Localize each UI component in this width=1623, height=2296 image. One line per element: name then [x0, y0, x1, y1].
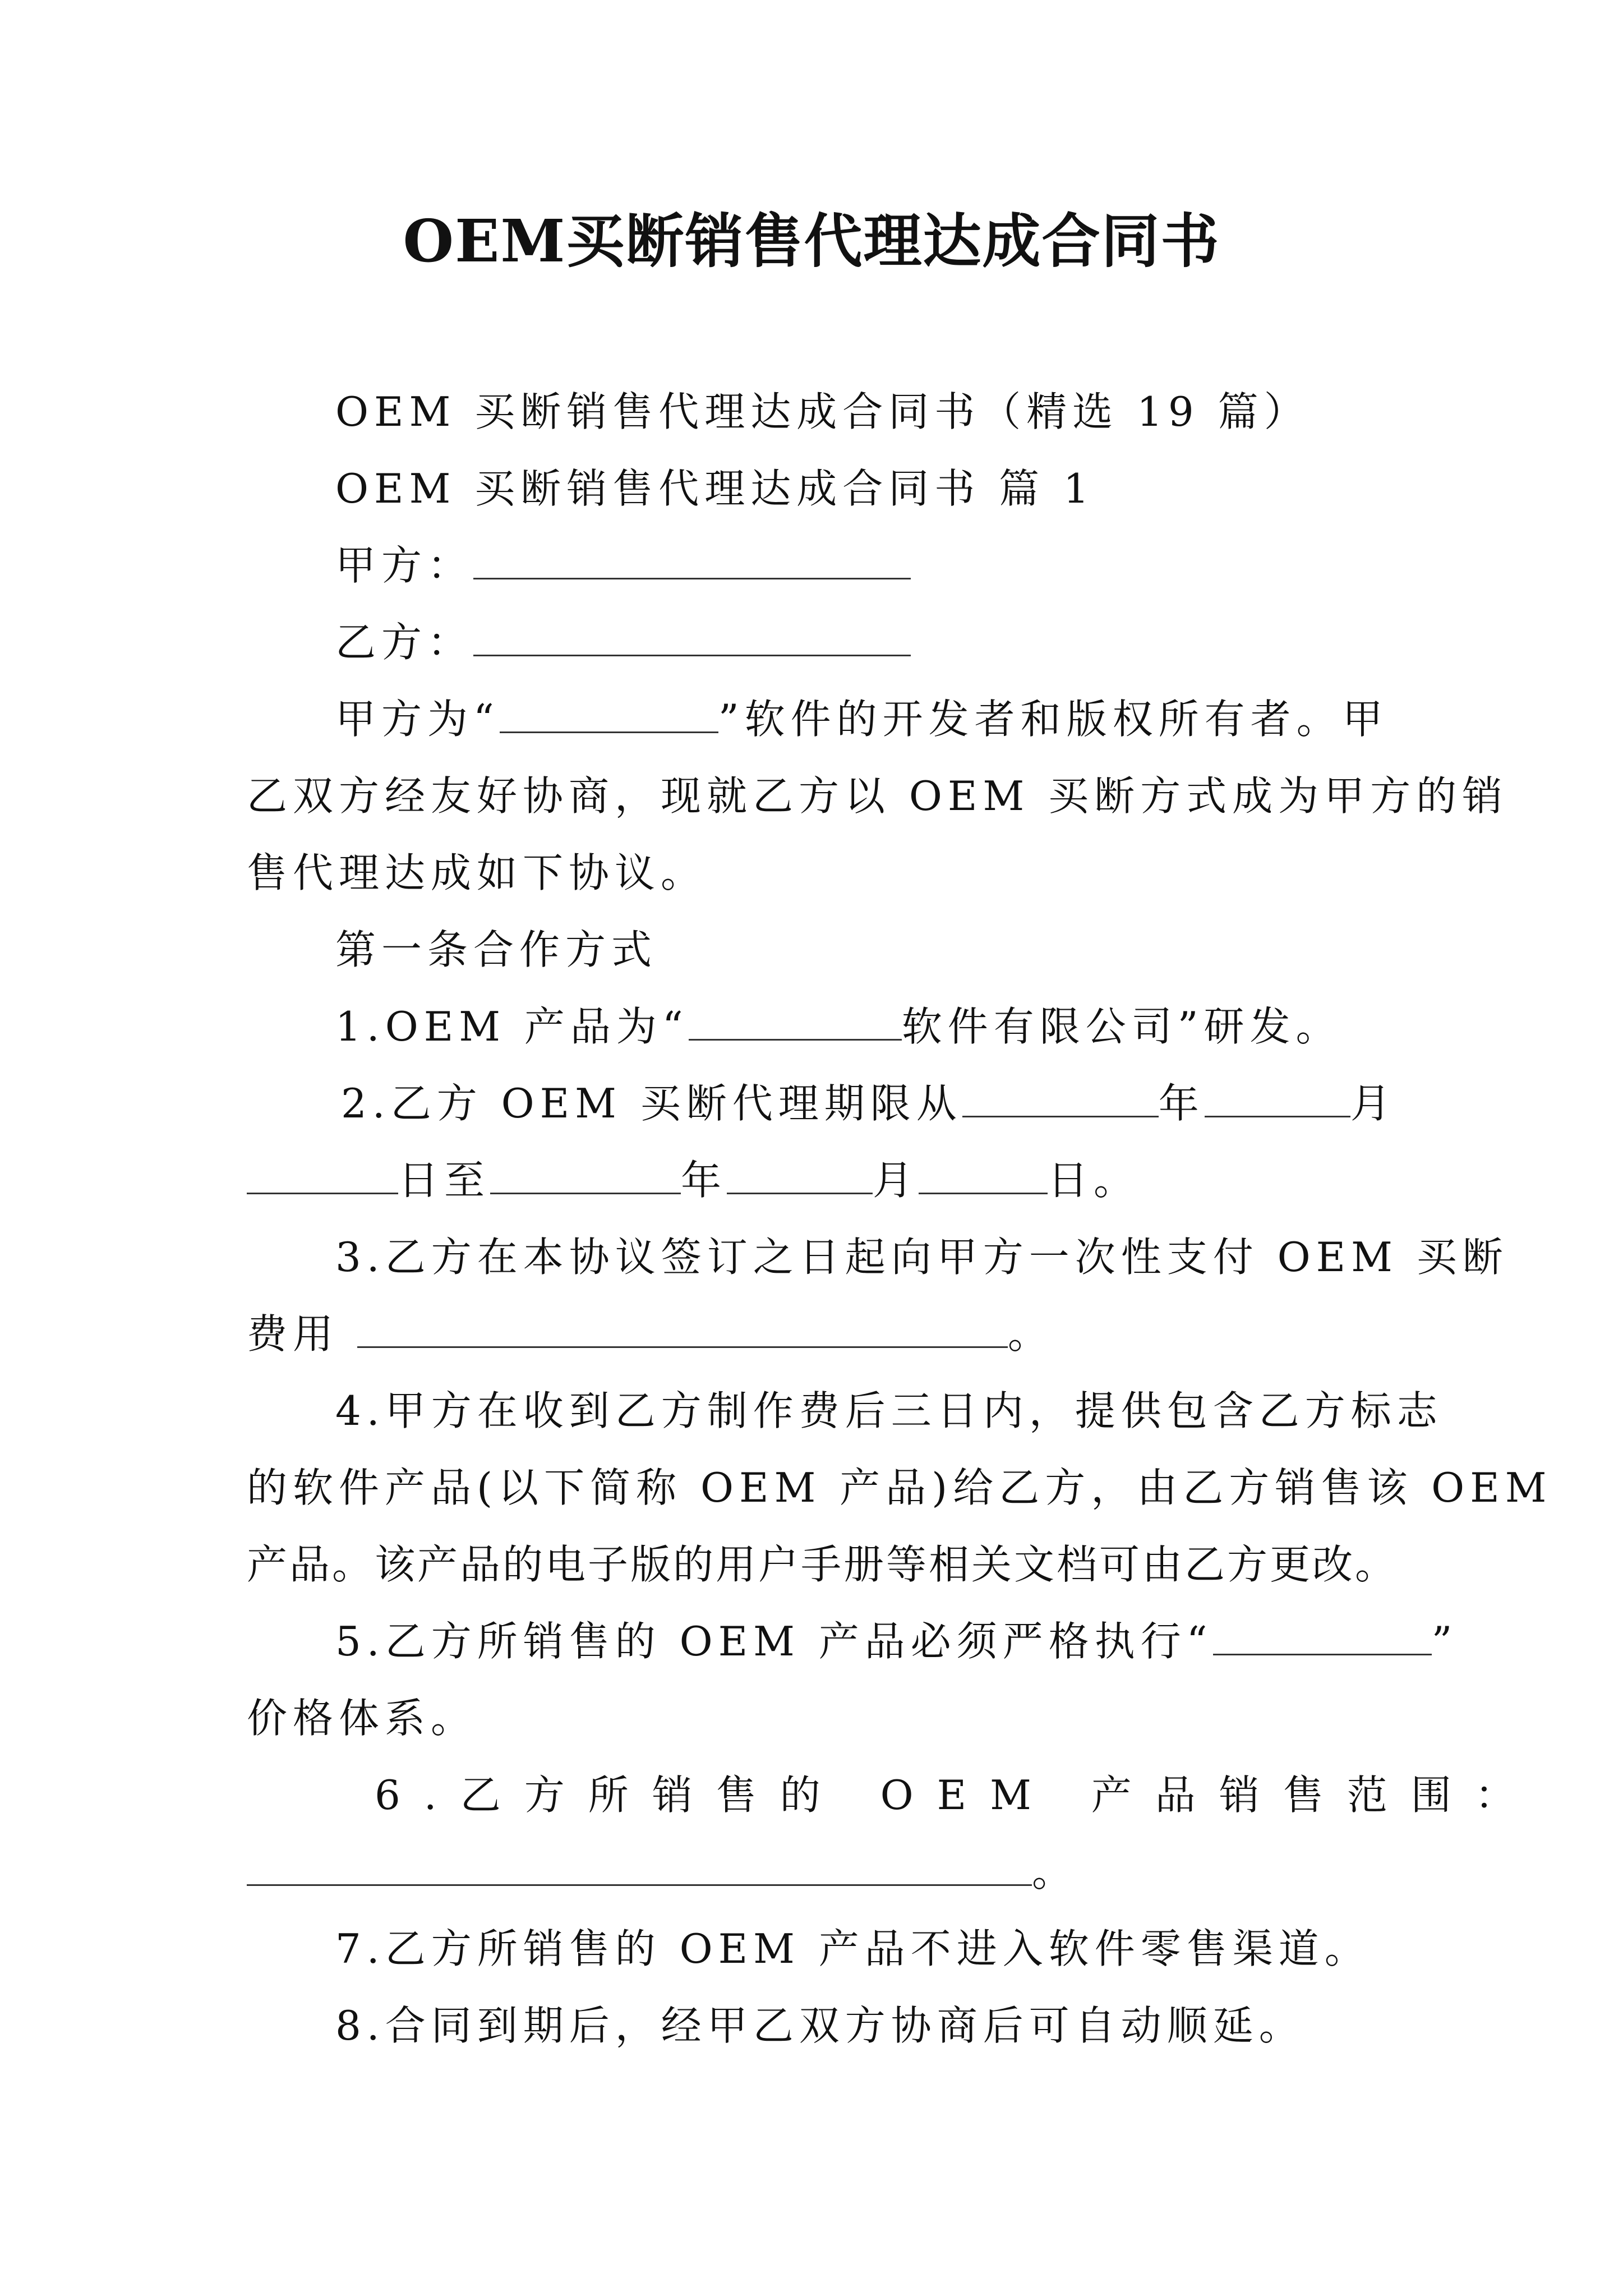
clause-5-line-1 — [335, 1617, 1458, 1666]
clause-4-line-2: 的软件产品(以下简称 OEM 产品)给乙方，由乙方销售该 OEM — [247, 1464, 1552, 1511]
company-name-blank[interactable] — [689, 1029, 902, 1041]
intro-line-3: 售代理达成如下协议。 — [247, 849, 707, 896]
range-end: 。 — [1032, 1848, 1078, 1895]
clause-5-text-b: ” — [1431, 1618, 1458, 1665]
day-end-label: 日。 — [1048, 1157, 1140, 1204]
subtitle: OEM 买断销售代理达成合同书（精选 19 篇） — [335, 388, 1310, 435]
party-a-line — [335, 541, 911, 590]
clause-1-text-b: 软件有限公司”研发。 — [901, 1003, 1342, 1050]
party-a-label: 甲方： — [335, 542, 474, 589]
start-year-blank[interactable] — [962, 1106, 1159, 1117]
clause-3-line-2 — [247, 1309, 1054, 1359]
intro-text-a: 甲方为“ — [335, 696, 500, 743]
clause-7: 7.乙方所销售的 OEM 产品不进入软件零售渠道。 — [335, 1925, 1371, 1972]
end-day-blank[interactable] — [919, 1182, 1048, 1194]
day-to-label: 日至 — [398, 1157, 491, 1204]
clause-2-line-2 — [247, 1156, 1140, 1205]
fee-blank[interactable] — [357, 1336, 1008, 1348]
intro-line-1 — [335, 694, 1389, 744]
clause-3-line-1: 3.乙方在本协议签订之日起向甲方一次性支付 OEM 买断 — [335, 1234, 1509, 1281]
software-name-blank[interactable] — [500, 721, 718, 733]
clause-4-line-1: 4.甲方在收到乙方制作费后三日内，提供包含乙方标志 — [335, 1387, 1443, 1434]
section-heading-1: 第一条合作方式 — [335, 926, 658, 973]
month-label: 月 — [1350, 1080, 1396, 1127]
start-day-blank[interactable] — [247, 1182, 398, 1194]
clause-6-line-1: 6.乙方所销售的 OEM 产品销售范围： — [375, 1772, 1539, 1819]
document-title: OEM买断销售代理达成合同书 — [403, 206, 1220, 275]
clause-4-line-3: 产品。该产品的电子版的用户手册等相关文档可由乙方更改。 — [247, 1541, 1398, 1588]
article-heading: OEM 买断销售代理达成合同书 篇 1 — [335, 465, 1095, 512]
sales-range-blank[interactable] — [247, 1874, 1032, 1886]
party-a-blank[interactable] — [473, 568, 911, 579]
clause-8: 8.合同到期后，经甲乙双方协商后可自动顺延。 — [335, 2002, 1305, 2049]
year-label: 年 — [1158, 1080, 1205, 1127]
intro-line-2: 乙双方经友好协商，现就乙方以 OEM 买断方式成为甲方的销 — [247, 772, 1509, 820]
start-month-blank[interactable] — [1205, 1106, 1350, 1117]
clause-5-text-a: 5.乙方所销售的 OEM 产品必须严格执行“ — [335, 1618, 1213, 1665]
month-label-2: 月 — [873, 1157, 919, 1204]
end-year-blank[interactable] — [490, 1182, 681, 1194]
fee-end: 。 — [1007, 1310, 1054, 1358]
fee-label: 费用 — [247, 1310, 339, 1358]
clause-1-text-a: 1.OEM 产品为“ — [335, 1003, 689, 1050]
party-b-blank[interactable] — [473, 645, 911, 656]
intro-text-b: ”软件的开发者和版权所有者。甲 — [718, 696, 1389, 743]
party-b-label: 乙方： — [335, 619, 474, 666]
clause-1 — [335, 1002, 1342, 1051]
clause-5-line-2: 价格体系。 — [247, 1695, 477, 1742]
year-label-2: 年 — [681, 1157, 727, 1204]
clause-2-line-1 — [341, 1079, 1396, 1128]
clause-6-line-2 — [247, 1847, 1078, 1897]
clause-2-text: 2.乙方 OEM 买断代理期限从 — [341, 1080, 962, 1127]
price-system-blank[interactable] — [1213, 1644, 1432, 1655]
party-b-line — [335, 618, 911, 667]
end-month-blank[interactable] — [727, 1182, 873, 1194]
